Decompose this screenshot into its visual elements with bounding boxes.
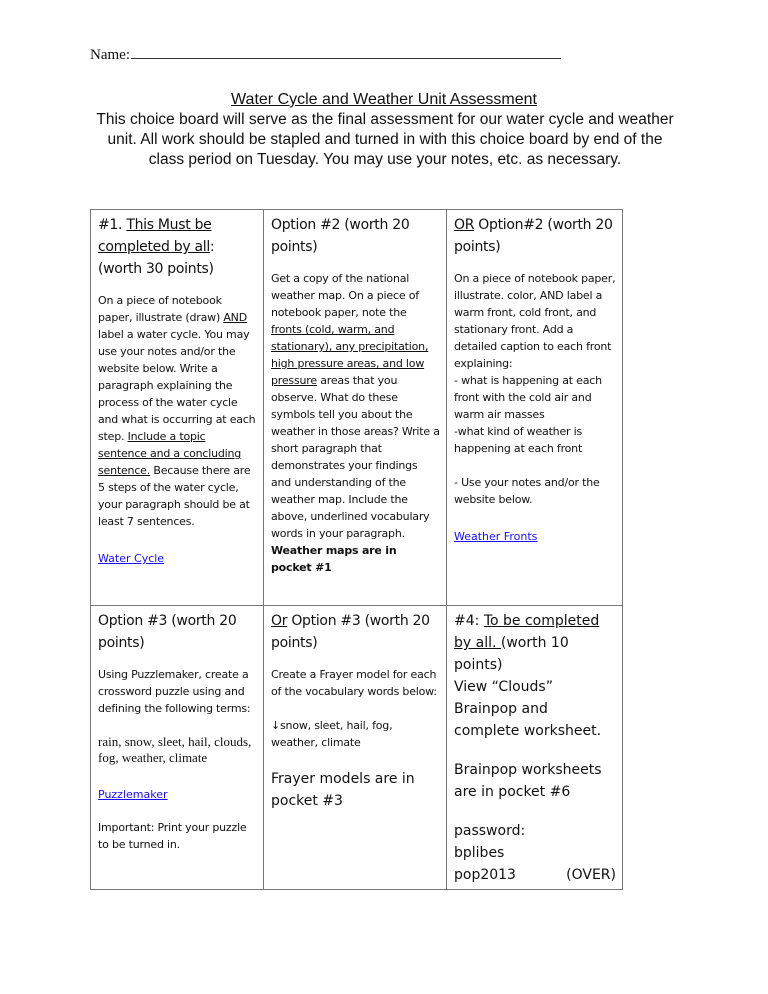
worksheets-note: Brainpop worksheets are in pocket #6: [454, 762, 602, 800]
cell-option-2-alt: [447, 210, 623, 606]
cell-heading: OR Option#2 (worth 20 points): [454, 217, 613, 255]
cell-heading: Option #3 (worth 20 points): [98, 613, 237, 651]
cell-option-4: [447, 606, 623, 890]
cell-option-3: [91, 606, 264, 890]
cell-heading: Or Option #3 (worth 20 points): [271, 613, 430, 651]
password-row: [454, 864, 616, 886]
name-field[interactable]: [90, 44, 561, 64]
cell-instructions: On a piece of notebook paper, illustrate. color, AND label a warm front, cold front, and stationary front. Add a detailed caption to each front explaining: - what is happening at each front with the cold air and warm air masses -what kind of weather is happening at each front - Use your notes and/or the website below.: [454, 272, 616, 506]
vocabulary-terms: ↓snow, sleet, hail, fog, weather, climate: [271, 719, 393, 749]
cell-instructions: Create a Frayer model for each of the vocabulary words below:: [271, 668, 437, 698]
table-row: [91, 210, 623, 606]
print-note: Important: Print your puzzle to be turned in.: [98, 821, 247, 851]
cell-heading: Option #2 (worth 20 points): [271, 217, 410, 255]
table-row: [91, 606, 623, 890]
password-label: password:: [454, 823, 526, 839]
cell-heading: #1. This Must be completed by all: (worth 30 points): [98, 217, 215, 277]
cell-heading: #4: To be completed by all. (worth 10 points): [454, 613, 600, 673]
puzzlemaker-link[interactable]: Puzzlemaker: [98, 788, 168, 801]
over-note: (OVER): [566, 867, 616, 883]
task-description: View “Clouds” Brainpop and complete worksheet.: [454, 679, 602, 739]
cell-instructions: Get a copy of the national weather map. On a piece of notebook paper, note the fronts (cold, warm, and stationary), any precipitation, high pressure areas, and low pressure areas that you observe. What do these symbols tell you about the weather in those areas? Write a short paragraph that demonstrates your findings and understanding of the weather map. Include the above, underlined vocabulary words in your paragraph. Weather maps are in pocket #1: [271, 272, 440, 574]
cell-option-3-alt: [264, 606, 447, 890]
pocket-note: Frayer models are in pocket #3: [271, 771, 415, 809]
name-label: Name:: [90, 47, 130, 63]
cell-instructions: Using Puzzlemaker, create a crossword puzzle using and defining the following terms:: [98, 668, 251, 715]
page-title: Water Cycle and Weather Unit Assessment: [231, 91, 537, 108]
intro-paragraph: This choice board will serve as the final assessment for our water cycle and weather unit. All work should be stapled and turned in with this choice board by end of the class period on Tuesday. You may use your notes, etc. as necessary.: [96, 111, 674, 168]
cell-option-1: [91, 210, 264, 606]
choice-board-table: [90, 209, 623, 890]
vocabulary-terms: rain, snow, sleet, hail, clouds, fog, weather, climate: [98, 734, 252, 765]
pocket-note: Weather maps are in pocket #1: [271, 544, 397, 574]
password-value: pop2013: [454, 867, 516, 883]
weather-fronts-link[interactable]: Weather Fronts: [454, 530, 538, 543]
cell-option-2: [264, 210, 447, 606]
cell-instructions: On a piece of notebook paper, illustrate (draw) AND label a water cycle. You may use your notes and/or the website below. Write a paragraph explaining the process of the water cycle and what is occurring at each step. Include a topic sentence and a concluding sentence. Because there are 5 steps of the water cycle, your paragraph should be at least 7 sentences.: [98, 294, 256, 528]
password-username: bplibes: [454, 845, 505, 861]
name-blank-line[interactable]: [131, 44, 561, 59]
water-cycle-link[interactable]: Water Cycle: [98, 552, 165, 565]
